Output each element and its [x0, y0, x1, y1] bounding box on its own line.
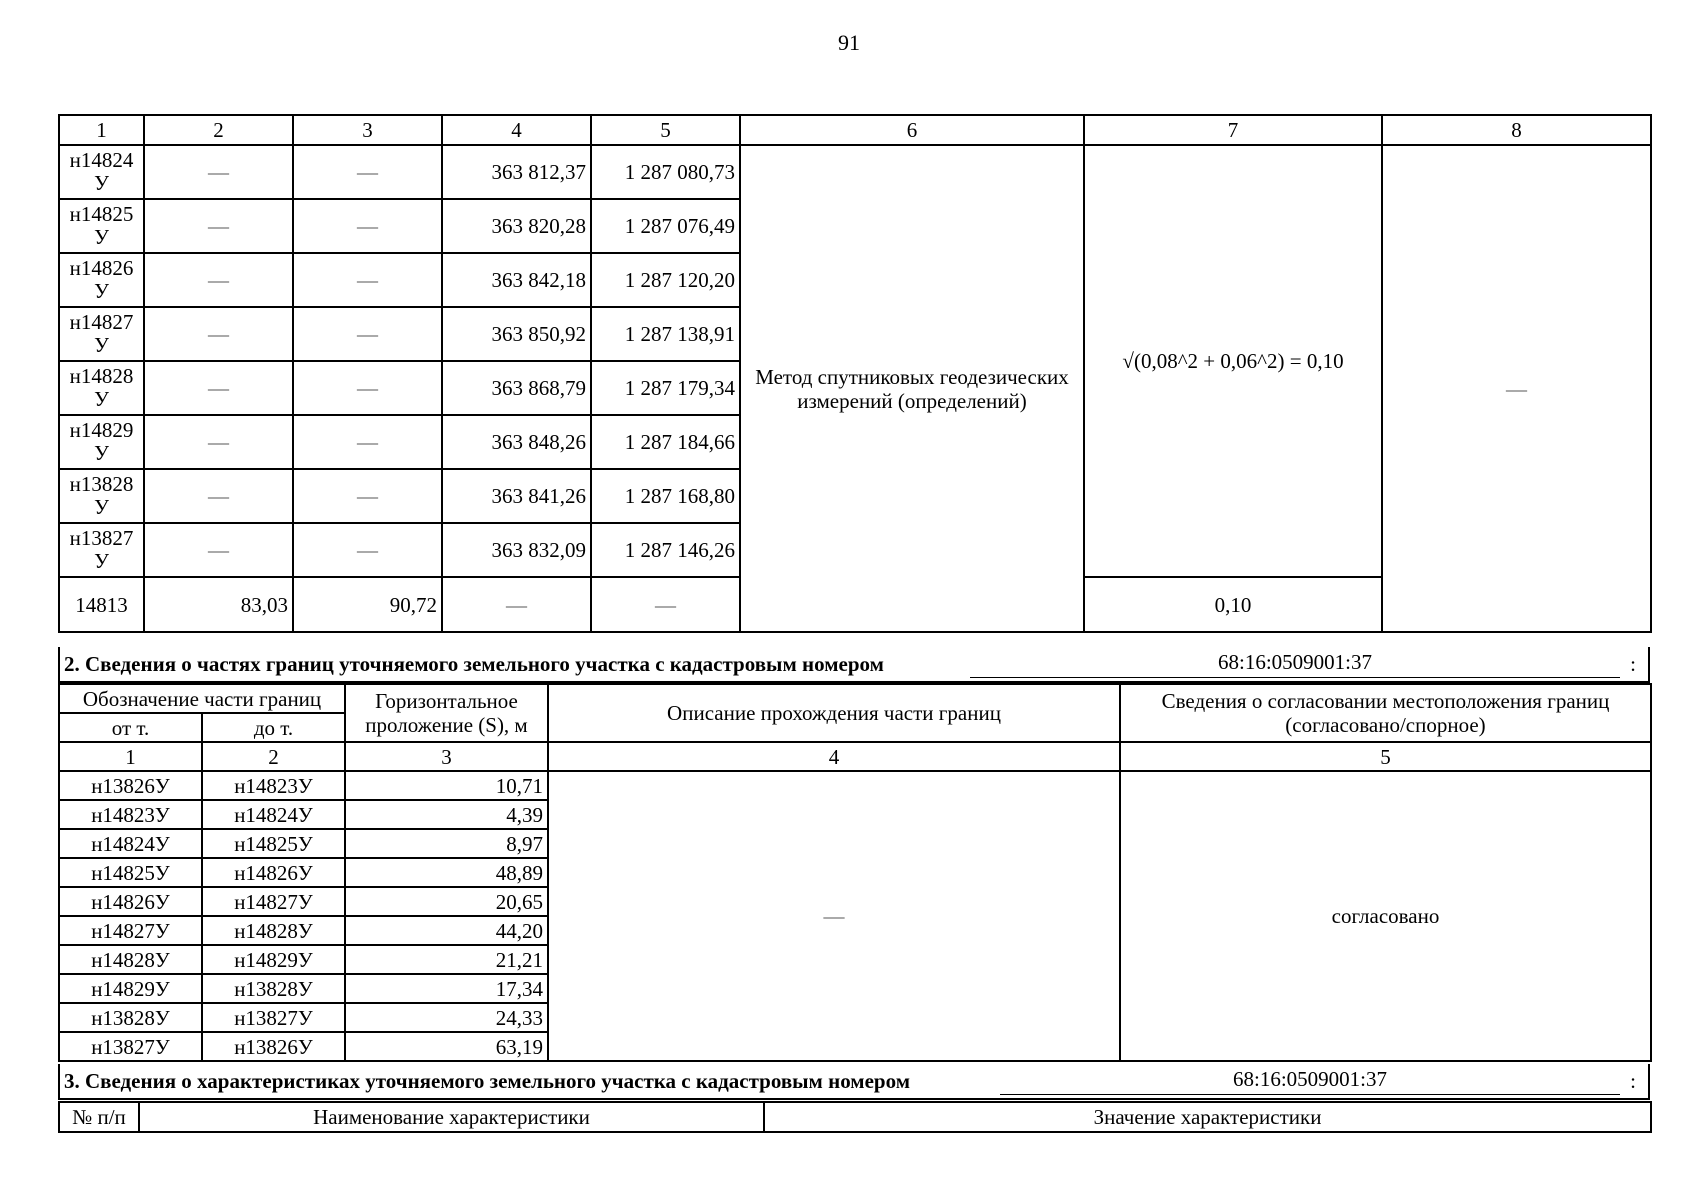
column-number: 8: [1382, 115, 1651, 145]
column-number: 6: [740, 115, 1084, 145]
coord-x: 363 850,92: [442, 307, 591, 361]
length-value: 24,33: [345, 1003, 548, 1032]
header-agreement: Сведения о согласовании местоположения границ (согласовано/спорное): [1120, 684, 1651, 742]
section-title: 3. Сведения о характеристиках уточняемого земельного участка с кадастровым номером: [64, 1069, 911, 1093]
from-point: н14827У: [59, 916, 202, 945]
cell: —: [144, 307, 293, 361]
coord-x: 363 812,37: [442, 145, 591, 199]
point-name: 14813: [59, 577, 144, 632]
cell: —: [144, 253, 293, 307]
cell: —: [144, 361, 293, 415]
length-value: 63,19: [345, 1032, 548, 1061]
cell: —: [293, 199, 442, 253]
from-point: н13826У: [59, 771, 202, 800]
to-point: н13828У: [202, 974, 345, 1003]
cell: 0,10: [1084, 577, 1382, 632]
column-number: 3: [345, 742, 548, 771]
from-point: н14826У: [59, 887, 202, 916]
to-point: н14829У: [202, 945, 345, 974]
coord-x: 363 820,28: [442, 199, 591, 253]
header-description: Описание прохождения части границ: [548, 684, 1120, 742]
cell: —: [293, 415, 442, 469]
column-number: 4: [548, 742, 1120, 771]
coord-x: 363 841,26: [442, 469, 591, 523]
from-point: н14829У: [59, 974, 202, 1003]
to-point: н14828У: [202, 916, 345, 945]
column-number: 5: [1120, 742, 1651, 771]
from-point: н14828У: [59, 945, 202, 974]
to-point: н13827У: [202, 1003, 345, 1032]
point-name: н14825 У: [59, 199, 144, 253]
coord-x: 363 868,79: [442, 361, 591, 415]
column-number: 2: [202, 742, 345, 771]
to-point: н14824У: [202, 800, 345, 829]
column-number: 5: [591, 115, 740, 145]
coord-x: 363 848,26: [442, 415, 591, 469]
from-point: н13828У: [59, 1003, 202, 1032]
cell: —: [144, 415, 293, 469]
length-value: 20,65: [345, 887, 548, 916]
column8-cell: —: [1382, 145, 1651, 632]
table-row: [59, 771, 1651, 800]
header-to: до т.: [202, 713, 345, 742]
length-value: 4,39: [345, 800, 548, 829]
section-2-heading: [58, 647, 1650, 683]
page-number: 91: [838, 30, 860, 55]
section-title: 2. Сведения о частях границ уточняемого земельного участка с кадастровым номером: [64, 652, 884, 676]
section-3-heading: [58, 1064, 1650, 1100]
to-point: н14827У: [202, 887, 345, 916]
from-point: н14824У: [59, 829, 202, 858]
length-value: 17,34: [345, 974, 548, 1003]
formula-cell: √(0,08^2 + 0,06^2) = 0,10: [1084, 145, 1382, 577]
length-value: 8,97: [345, 829, 548, 858]
point-name: н14827 У: [59, 307, 144, 361]
coord-x: 363 842,18: [442, 253, 591, 307]
column-number: 2: [144, 115, 293, 145]
length-value: 44,20: [345, 916, 548, 945]
header-value: Значение характеристики: [764, 1102, 1651, 1132]
coord-x: 363 832,09: [442, 523, 591, 577]
header-row: [59, 684, 1651, 713]
coord-x: —: [442, 577, 591, 632]
header-number: № п/п: [59, 1102, 139, 1132]
coord-y: 1 287 076,49: [591, 199, 740, 253]
coordinates-table: [58, 114, 1652, 633]
header-row: [59, 1102, 1651, 1132]
from-point: н13827У: [59, 1032, 202, 1061]
from-point: н14823У: [59, 800, 202, 829]
from-point: н14825У: [59, 858, 202, 887]
cadastral-number: 68:16:0509001:37: [970, 650, 1620, 678]
to-point: н14826У: [202, 858, 345, 887]
agreement-cell: согласовано: [1120, 771, 1651, 1061]
point-name: н13828 У: [59, 469, 144, 523]
coord-y: 1 287 080,73: [591, 145, 740, 199]
header-from: от т.: [59, 713, 202, 742]
point-name: н14828 У: [59, 361, 144, 415]
coord-y: 1 287 168,80: [591, 469, 740, 523]
column-number-row: [59, 742, 1651, 771]
colon: :: [1630, 652, 1636, 676]
column-number: 3: [293, 115, 442, 145]
cell: —: [293, 469, 442, 523]
header-parts: Обозначение части границ: [59, 684, 345, 713]
colon: :: [1630, 1069, 1636, 1093]
cell: —: [144, 469, 293, 523]
cell: —: [293, 307, 442, 361]
cell: —: [144, 523, 293, 577]
cell: —: [293, 145, 442, 199]
cell: —: [144, 145, 293, 199]
cell: —: [293, 361, 442, 415]
coord-y: 1 287 146,26: [591, 523, 740, 577]
header-name: Наименование характеристики: [139, 1102, 764, 1132]
boundary-parts-table: [58, 683, 1652, 1062]
cell: —: [293, 523, 442, 577]
table-row: [59, 145, 1651, 199]
characteristics-table: [58, 1101, 1652, 1133]
to-point: н14825У: [202, 829, 345, 858]
cell: 83,03: [144, 577, 293, 632]
point-name: н14826 У: [59, 253, 144, 307]
to-point: н14823У: [202, 771, 345, 800]
coordinates-header-row: [59, 115, 1651, 145]
column-number: 7: [1084, 115, 1382, 145]
point-name: н14824 У: [59, 145, 144, 199]
point-name: н14829 У: [59, 415, 144, 469]
cell: —: [144, 199, 293, 253]
coord-y: 1 287 184,66: [591, 415, 740, 469]
header-length: Горизонтальное проложение (S), м: [345, 684, 548, 742]
cadastral-number: 68:16:0509001:37: [1000, 1067, 1620, 1095]
point-name: н13827 У: [59, 523, 144, 577]
length-value: 10,71: [345, 771, 548, 800]
coord-y: 1 287 138,91: [591, 307, 740, 361]
column-number: 1: [59, 115, 144, 145]
coord-y: —: [591, 577, 740, 632]
to-point: н13826У: [202, 1032, 345, 1061]
description-cell: —: [548, 771, 1120, 1061]
cell: 90,72: [293, 577, 442, 632]
coord-y: 1 287 179,34: [591, 361, 740, 415]
coord-y: 1 287 120,20: [591, 253, 740, 307]
column-number: 4: [442, 115, 591, 145]
length-value: 48,89: [345, 858, 548, 887]
cell: —: [293, 253, 442, 307]
length-value: 21,21: [345, 945, 548, 974]
method-cell: Метод спутниковых геодезических измерений (определений): [740, 145, 1084, 632]
column-number: 1: [59, 742, 202, 771]
